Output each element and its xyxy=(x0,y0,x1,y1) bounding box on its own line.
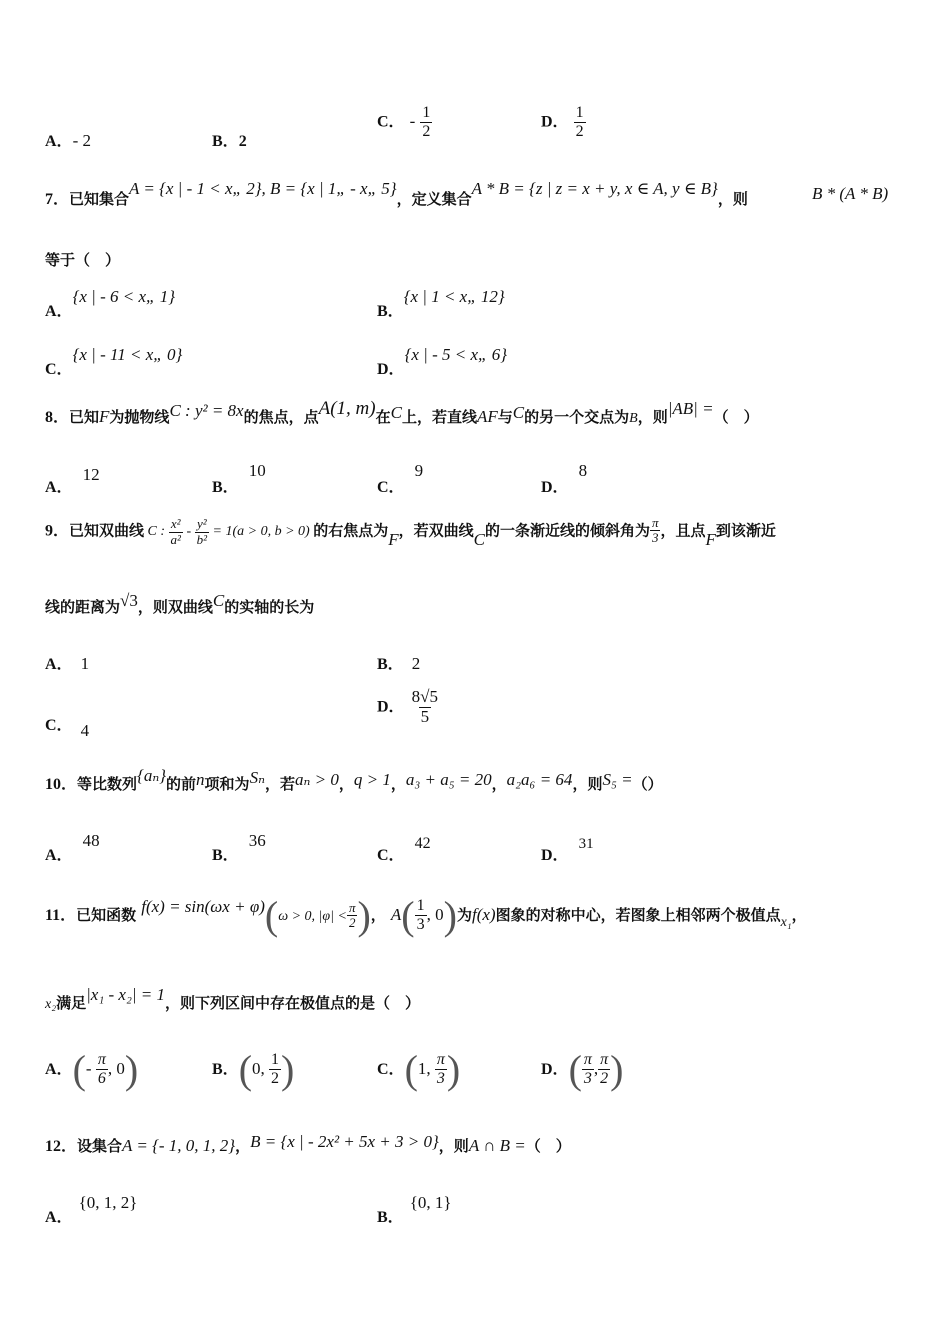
q10-sequence: {aₙ} xyxy=(137,766,167,785)
q11-stem-line2: x₂满足|x₁ - x₂| = 1，则下列区间中存在极值点的是（ ） xyxy=(45,985,421,1012)
q10-option-a[interactable]: A．48 xyxy=(45,831,100,864)
q11-option-c[interactable]: C．(1, $\frac{\pi}{3}$ ) xyxy=(377,1047,461,1092)
q11-option-b[interactable]: B．(0, $\frac{1}{2}$ ) xyxy=(212,1047,295,1092)
q6-option-d[interactable]: D． $\frac{1}{2}$ xyxy=(541,104,584,140)
q6-option-d-fraction: $\frac{1}{2}$ xyxy=(575,104,584,140)
q11-relation: |x₁ - x₂| = 1 xyxy=(86,985,165,1004)
q8-option-b[interactable]: B．10 xyxy=(212,461,266,496)
q9-option-a[interactable]: A． 1 xyxy=(45,654,90,673)
q12-stem: 12．设集合A = {- 1, 0, 1, 2}，B = {x | - 2x² + 5x + 3 > 0}，则A ∩ B =（ ） xyxy=(45,1132,571,1155)
q9-hyperbola: C : $\frac{\text{x²}}{\text{a²}}$ - $\frac{\text{y²}}{\text{b²}}$ = 1(a > 0, b > 0) xyxy=(147,516,310,547)
q8-option-c[interactable]: C．9 xyxy=(377,461,424,496)
q9-option-b[interactable]: B． 2 xyxy=(377,654,421,673)
q9-stem-line1: 9．已知双曲线 C : $\frac{\text{x²}}{\text{a²}}$ - $\frac{\text{y²}}{\text{b²}}$ = 1(a > 0, b > 0) 的右焦点为F，若双曲线C的一条渐近线的倾斜角为 $\frac{\pi}{3}$ ，且点F到该渐近 xyxy=(45,515,776,550)
q12-set-a: A = {- 1, 0, 1, 2} xyxy=(122,1136,236,1155)
q6-option-a-value: - 2 xyxy=(72,131,91,150)
q7-expression: B * (A * B) xyxy=(812,184,889,203)
q6-option-b-value: 2 xyxy=(238,133,247,150)
q11-point-a: A xyxy=(390,905,402,924)
q12-option-b[interactable]: B．{0, 1} xyxy=(377,1193,452,1226)
q8-stem: 8．已知F为抛物线C : y² = 8x的焦点，点A(1, m)在C上，若直线AF与C的另一个交点为B，则|AB| =（ ） xyxy=(45,398,759,426)
q10-option-c[interactable]: C．42 xyxy=(377,835,431,864)
q10-s5: S₅ = xyxy=(602,770,633,789)
q9-option-c[interactable]: C． 4 xyxy=(45,717,90,740)
q10-option-d[interactable]: D．31 xyxy=(541,836,594,864)
q10-option-b[interactable]: B．36 xyxy=(212,831,266,864)
q7-sets: A = {x | - 1 < x„ 2}, B = {x | 1„ - x„ 5} xyxy=(129,179,397,198)
q12-set-b: B = {x | - 2x² + 5x + 3 > 0} xyxy=(250,1132,439,1151)
q7-option-c[interactable]: C．{x | - 11 < x„ 0} xyxy=(45,345,183,378)
q6-option-c[interactable]: C． - $\frac{1}{2}$ xyxy=(377,104,431,140)
q7-option-b[interactable]: B．{x | 1 < x„ 12} xyxy=(377,287,505,320)
q8-point-a: A(1, m) xyxy=(318,398,376,419)
q11-function: f(x) = sin(ωx + φ) xyxy=(141,897,265,916)
q7-definition: A * B = {z | z = x + y, x ∈ A, y ∈ B} xyxy=(471,179,718,198)
q9-option-d[interactable]: D． $\frac{8√5}{5}$ xyxy=(377,687,438,726)
q11-option-d[interactable]: D．( $\frac{\pi}{3}$ , $\frac{\pi}{2}$ ) xyxy=(541,1047,624,1092)
q8-option-a[interactable]: A．12 xyxy=(45,465,100,496)
q7-stem-line2: 等于（ ） xyxy=(45,251,121,269)
q10-stem: 10．等比数列{aₙ}的前n项和为Sₙ，若aₙ > 0，q > 1，a₃ + a₅ = 20，a₂a₆ = 64，则S₅ =（） xyxy=(45,766,663,793)
q7-option-d[interactable]: D．{x | - 5 < x„ 6} xyxy=(377,345,508,378)
q11-stem-line1: 11．已知函数 f(x) = sin(ωx + φ)(ω > 0, |φ| < $\frac{\pi}{2}$ )， A( $\frac{1}{3}$ , 0)为f(x)图象的对称中心，若图象上相邻两个极值点x₁， xyxy=(45,893,807,938)
q9-angle: $\frac{\pi}{3}$ xyxy=(651,515,659,546)
q9-stem-line2: 线的距离为√3，则双曲线C的实轴的长为 xyxy=(45,591,315,616)
q6-option-c-fraction: $\frac{1}{2}$ xyxy=(422,104,431,140)
q8-option-d[interactable]: D．8 xyxy=(541,461,588,496)
q9-option-d-fraction: $\frac{8√5}{5}$ xyxy=(411,687,438,726)
q12-option-a[interactable]: A．{0, 1, 2} xyxy=(45,1193,138,1226)
q11-option-a[interactable]: A．(- $\frac{\pi}{6}$ , 0) xyxy=(45,1047,139,1092)
q7-option-a[interactable]: A．{x | - 6 < x„ 1} xyxy=(45,287,176,320)
q6-option-a[interactable]: A．- 2 xyxy=(45,131,91,150)
q8-parabola: C : y² = 8x xyxy=(169,401,244,420)
q6-option-b[interactable]: B．2 xyxy=(212,133,247,150)
q8-ab-length: |AB| = xyxy=(667,399,714,418)
q9-sqrt3: √3 xyxy=(120,591,138,610)
q7-stem-line1: 7．已知集合A = {x | - 1 < x„ 2}, B = {x | 1„ - x„ 5}，定义集合A * B = {z | z = x + y, x ∈ A, y ∈ B}，则 xyxy=(45,179,748,208)
